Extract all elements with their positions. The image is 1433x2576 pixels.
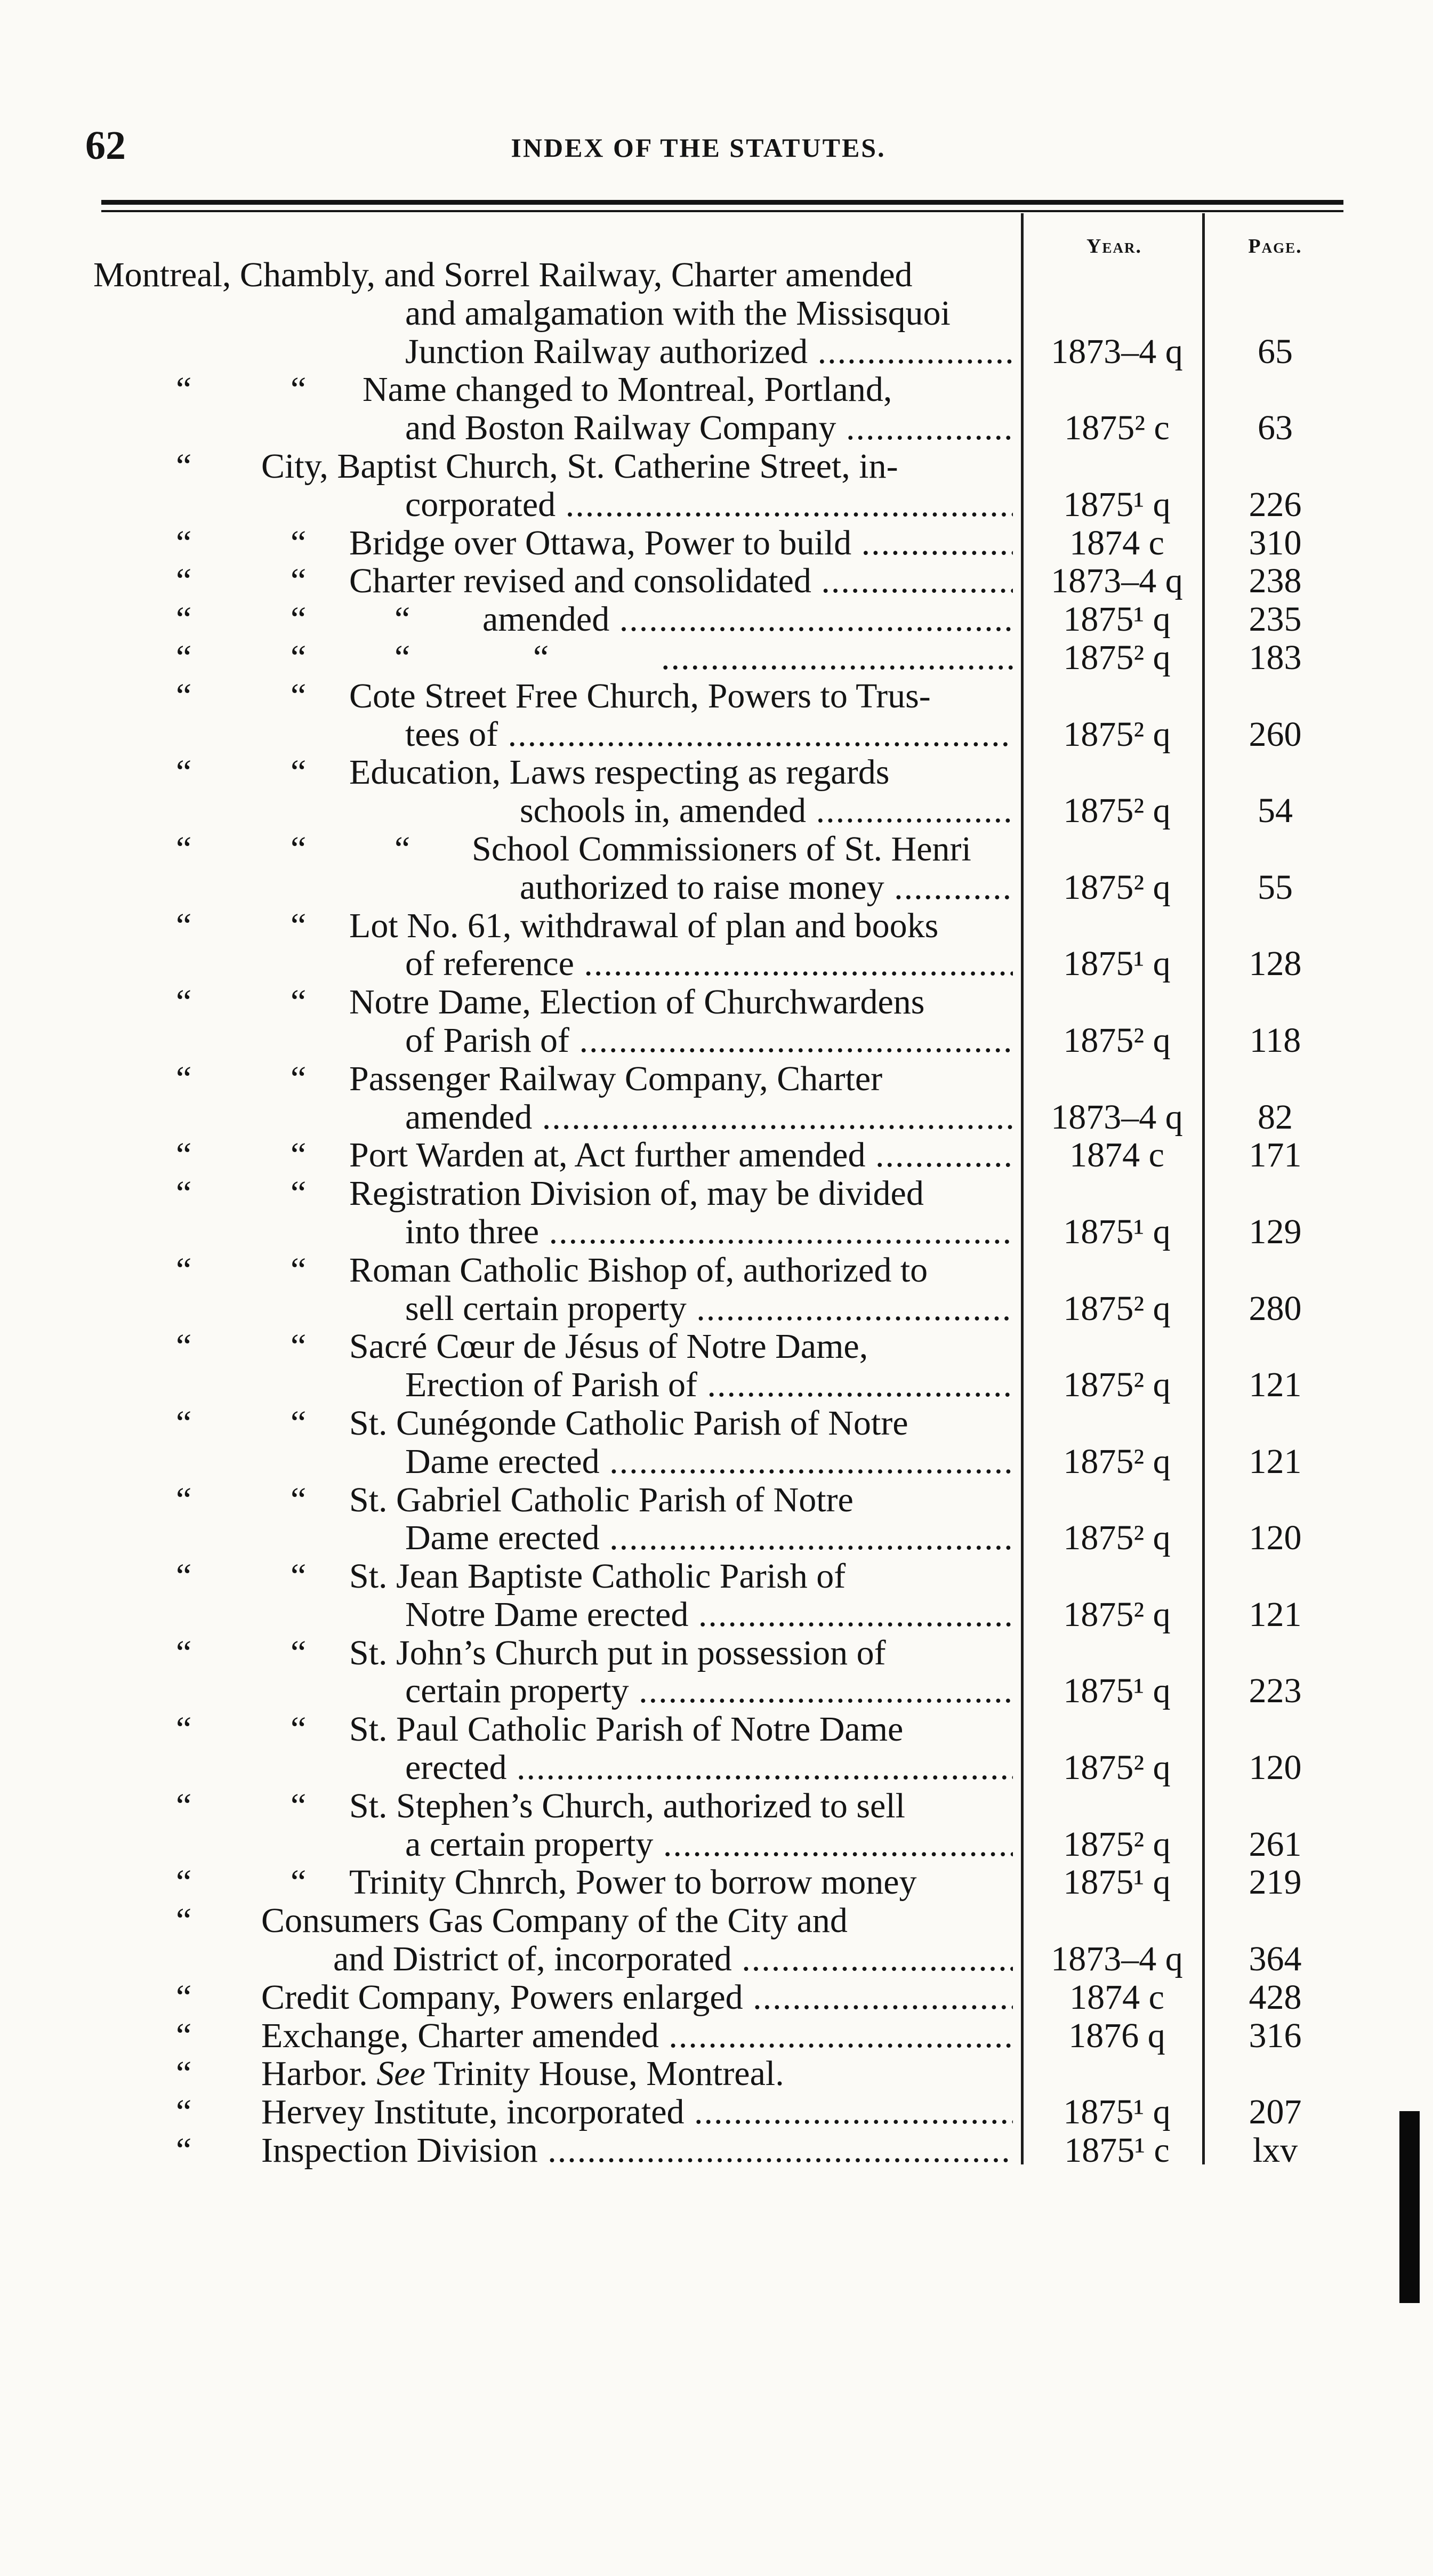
entry-text: Junction Railway authorized ..... (405, 333, 1013, 371)
index-row (0, 1863, 1433, 1902)
entry-year: 1875² q (1063, 1595, 1171, 1634)
ditto-mark: “ (291, 1136, 307, 1175)
entry-page: 63 (1258, 408, 1293, 448)
entry-page: 428 (1249, 1977, 1302, 2017)
entry-year: 1875¹ q (1063, 600, 1171, 639)
index-row (0, 1787, 1433, 1825)
entry-text: Credit Company, Powers enlarged ..... (261, 1978, 1013, 2017)
ditto-mark: “ (176, 1136, 192, 1175)
index-row (0, 1481, 1433, 1519)
entry-page: 121 (1249, 1442, 1302, 1481)
entry-year: 1875² q (1063, 791, 1171, 831)
entry-year: 1876 q (1068, 2016, 1165, 2055)
entry-text: Port Warden at, Act further amended ..... (349, 1136, 1013, 1174)
entry-text: tees of ..... (405, 715, 1013, 754)
entry-page: 121 (1249, 1595, 1302, 1634)
index-row (0, 1021, 1433, 1060)
ditto-mark: “ (291, 677, 307, 715)
entry-page: 82 (1258, 1097, 1293, 1137)
entry-text: School Commissioners of St. Henri (472, 830, 971, 868)
entry-page: 129 (1249, 1212, 1302, 1251)
entry-year: 1875¹ q (1063, 1212, 1171, 1251)
entry-text: sell certain property ..... (405, 1290, 1013, 1328)
ditto-mark: “ (176, 983, 192, 1021)
index-row (0, 715, 1433, 754)
entry-text: City, Baptist Church, St. Catherine Street, in- (261, 447, 898, 486)
entry-text: certain property ..... (405, 1672, 1013, 1710)
ditto-mark: “ (176, 1251, 192, 1290)
index-row (0, 1749, 1433, 1787)
index-row (0, 1404, 1433, 1443)
entry-page: 171 (1249, 1136, 1302, 1175)
entry-year: 1875² q (1063, 1289, 1171, 1328)
entry-text: and amalgamation with the Missisquoi (405, 294, 951, 333)
entry-year: 1875¹ c (1064, 2131, 1170, 2170)
index-row (0, 1098, 1433, 1137)
ditto-mark: “ (291, 1174, 307, 1213)
index-row (0, 868, 1433, 907)
ditto-mark: “ (291, 1633, 307, 1672)
ditto-mark: “ (291, 830, 307, 868)
index-row (0, 1519, 1433, 1557)
ditto-mark: “ (176, 830, 192, 868)
entry-text: Sacré Cœur de Jésus of Notre Dame, (349, 1327, 868, 1366)
entry-text: Notre Dame, Election of Churchwardens (349, 983, 925, 1021)
entry-year: 1875² q (1063, 1518, 1171, 1558)
entry-text: of Parish of ..... (405, 1021, 1013, 1060)
index-row (0, 1213, 1433, 1251)
index-row (0, 1672, 1433, 1710)
entry-page: 121 (1249, 1365, 1302, 1405)
entry-text: St. Gabriel Catholic Parish of Notre (349, 1480, 854, 1519)
ditto-mark: “ (291, 1251, 307, 1290)
entry-page: 65 (1258, 332, 1293, 371)
entry-page: 261 (1249, 1824, 1302, 1864)
entry-page: 223 (1249, 1671, 1302, 1711)
index-row (0, 792, 1433, 830)
index-row (0, 524, 1433, 562)
ditto-mark: “ (291, 1480, 307, 1519)
index-row (0, 1557, 1433, 1596)
header-rule-thick (101, 200, 1343, 205)
index-row (0, 2131, 1433, 2170)
entry-text: Erection of Parish of ..... (405, 1366, 1013, 1404)
ditto-mark: “ (291, 1710, 307, 1749)
entry-text: Dame erected ..... (405, 1443, 1013, 1481)
page-number: 62 (85, 123, 126, 168)
entry-text: Dame erected ..... (405, 1519, 1013, 1557)
index-row (0, 1366, 1433, 1404)
column-header-year: Year. (1086, 235, 1142, 257)
index-row (0, 1174, 1433, 1213)
entry-text: St. Jean Baptiste Catholic Parish of (349, 1557, 846, 1596)
entry-year: 1875² q (1063, 867, 1171, 907)
entry-page: lxv (1252, 2131, 1298, 2170)
entry-page: 120 (1249, 1518, 1302, 1558)
index-row (0, 983, 1433, 1021)
index-row (0, 1443, 1433, 1481)
index-row (0, 2017, 1433, 2055)
ditto-mark: “ (291, 562, 307, 601)
entry-year: 1875¹ q (1063, 2092, 1171, 2132)
thumb-index-tab (1399, 2111, 1420, 2303)
entry-text: a certain property ..... (405, 1825, 1013, 1864)
entry-text: amended ..... (405, 1098, 1013, 1137)
entry-page: 118 (1249, 1020, 1301, 1060)
ditto-mark: “ (176, 638, 192, 677)
entry-text: Lot No. 61, withdrawal of plan and books (349, 906, 939, 945)
entry-text: Cote Street Free Church, Powers to Trus- (349, 677, 931, 715)
ditto-mark: “ (176, 447, 192, 486)
entry-year: 1874 c (1069, 523, 1164, 562)
entry-page: 260 (1249, 714, 1302, 754)
ditto-mark: “ (176, 371, 192, 409)
entry-text: and District of, incorporated ..... (333, 1940, 1013, 1978)
entry-page: 207 (1249, 2092, 1302, 2132)
index-row (0, 1290, 1433, 1328)
entry-page: 55 (1258, 867, 1293, 907)
entry-text: Bridge over Ottawa, Power to build ..... (349, 524, 1013, 562)
page-header (80, 107, 1317, 168)
entry-text: Inspection Division ..... (261, 2131, 1013, 2170)
index-row (0, 1596, 1433, 1634)
ditto-mark: “ (176, 1863, 192, 1902)
ditto-mark: “ (176, 2016, 192, 2055)
entry-year: 1875² q (1063, 714, 1171, 754)
ditto-mark: “ (176, 1978, 192, 2017)
ditto-mark: “ (291, 524, 307, 562)
index-row (0, 1136, 1433, 1174)
entry-year: 1875² q (1063, 638, 1171, 677)
ditto-mark: “ (291, 983, 307, 1021)
entry-year: 1875² q (1063, 1824, 1171, 1864)
ditto-mark: “ (176, 2093, 192, 2132)
index-row (0, 486, 1433, 524)
ditto-mark: “ (176, 1902, 192, 1941)
ditto-mark: “ (176, 524, 192, 562)
ditto-mark: “ (291, 906, 307, 945)
index-row (0, 447, 1433, 486)
entry-text: Charter revised and consolidated ..... (349, 562, 1013, 600)
entry-text: schools in, amended ..... (520, 792, 1013, 830)
entry-page: 183 (1249, 638, 1302, 677)
ditto-mark: “ (176, 1633, 192, 1672)
entry-year: 1875¹ q (1063, 1863, 1171, 1902)
ditto-mark: “ (291, 1863, 307, 1902)
entry-text: Trinity Chnrch, Power to borrow money (349, 1863, 917, 1902)
ditto-mark: “ (176, 600, 192, 639)
index-row (0, 639, 1433, 677)
index-row (0, 677, 1433, 715)
ditto-mark: “ (176, 753, 192, 792)
index-row (0, 1940, 1433, 1978)
entry-year: 1875² c (1064, 408, 1170, 448)
entry-text: St. Stephen’s Church, authorized to sell (349, 1786, 906, 1825)
entry-text: Harbor. See Trinity House, Montreal. (261, 2055, 784, 2094)
entry-page: 128 (1249, 944, 1302, 984)
entry-year: 1873–4 q (1051, 332, 1183, 371)
entry-year: 1874 c (1069, 1977, 1164, 2017)
index-row (0, 409, 1433, 447)
entry-text: Education, Laws respecting as regards (349, 753, 890, 792)
entry-text (661, 639, 1013, 677)
ditto-mark: “ (176, 1174, 192, 1213)
ditto-mark: “ (395, 830, 410, 868)
index-row (0, 256, 1433, 294)
entry-page: 120 (1249, 1748, 1302, 1788)
entry-text: Passenger Railway Company, Charter (349, 1059, 883, 1098)
index-row (0, 1634, 1433, 1672)
entry-page: 219 (1249, 1863, 1302, 1902)
entry-year: 1875² q (1063, 1442, 1171, 1481)
index-row (0, 830, 1433, 868)
ditto-mark: “ (291, 371, 307, 409)
entry-year: 1875¹ q (1063, 944, 1171, 984)
entry-page: 226 (1249, 485, 1302, 524)
ditto-mark: “ (176, 1557, 192, 1596)
entry-text: St. Paul Catholic Parish of Notre Dame (349, 1710, 904, 1749)
index-row (0, 371, 1433, 409)
entry-text: St. Cunégonde Catholic Parish of Notre (349, 1404, 908, 1443)
entry-text: and Boston Railway Company ..... (405, 409, 1013, 447)
entry-text: erected ..... (405, 1749, 1013, 1787)
ditto-mark: “ (176, 1786, 192, 1825)
entry-text: of reference ..... (405, 945, 1013, 983)
column-header-page: Page. (1248, 235, 1302, 257)
index-row (0, 294, 1433, 333)
ditto-mark: “ (176, 677, 192, 715)
ditto-mark: “ (176, 1327, 192, 1366)
ditto-mark: “ (291, 1786, 307, 1825)
index-row (0, 1902, 1433, 1940)
ditto-mark: “ (176, 1710, 192, 1749)
entry-text: Notre Dame erected ..... (405, 1596, 1013, 1634)
index-row (0, 1978, 1433, 2017)
entry-year: 1873–4 q (1051, 1939, 1183, 1979)
index-row (0, 945, 1433, 983)
ditto-mark: “ (176, 562, 192, 601)
ditto-mark: “ (395, 638, 410, 677)
entry-text: Roman Catholic Bishop of, authorized to (349, 1251, 928, 1290)
entry-year: 1875¹ q (1063, 485, 1171, 524)
index-row (0, 333, 1433, 371)
entry-year: 1875² q (1063, 1365, 1171, 1405)
index-row (0, 1251, 1433, 1290)
entry-text: authorized to raise money ..... (520, 868, 1013, 907)
entry-year: 1874 c (1069, 1136, 1164, 1175)
entry-page: 235 (1249, 600, 1302, 639)
entry-text: amended ..... (482, 600, 1013, 639)
running-title: INDEX OF THE STATUTES. (511, 133, 886, 163)
index-row (0, 562, 1433, 600)
entry-year: 1873–4 q (1051, 561, 1183, 601)
header-rule-thin (101, 210, 1343, 212)
ditto-mark: “ (291, 638, 307, 677)
entry-year: 1875¹ q (1063, 1671, 1171, 1711)
entry-text: Montreal, Chambly, and Sorrel Railway, Charter amended (93, 256, 913, 294)
ditto-mark: “ (291, 1404, 307, 1443)
entry-year: 1873–4 q (1051, 1097, 1183, 1137)
ditto-mark: “ (176, 1480, 192, 1519)
entry-text: Name changed to Montreal, Portland, (363, 371, 892, 409)
entry-page: 54 (1258, 791, 1293, 831)
ditto-mark: “ (176, 2131, 192, 2170)
entry-text: Exchange, Charter amended ..... (261, 2017, 1013, 2055)
ditto-mark: “ (176, 1059, 192, 1098)
entry-year: 1875² q (1063, 1020, 1171, 1060)
index-entries (0, 256, 1433, 2170)
index-row (0, 2055, 1433, 2093)
ditto-mark: “ (291, 1557, 307, 1596)
entry-page: 364 (1249, 1939, 1302, 1979)
entry-page: 238 (1249, 561, 1302, 601)
index-row (0, 753, 1433, 792)
ditto-mark: “ (176, 2055, 192, 2094)
entry-page: 316 (1249, 2016, 1302, 2055)
ditto-mark: “ (291, 753, 307, 792)
entry-text: into three ..... (405, 1213, 1013, 1251)
index-row (0, 1327, 1433, 1366)
entry-text: Hervey Institute, incorporated ..... (261, 2093, 1013, 2131)
ditto-mark: “ (176, 1404, 192, 1443)
index-row (0, 600, 1433, 639)
entry-page: 280 (1249, 1289, 1302, 1328)
ditto-mark: “ (395, 600, 410, 639)
index-row (0, 1825, 1433, 1864)
ditto-mark: “ (176, 906, 192, 945)
entry-text: corporated ..... (405, 486, 1013, 524)
entry-text: Registration Division of, may be divided (349, 1174, 924, 1213)
entry-text: St. John’s Church put in possession of (349, 1633, 886, 1672)
ditto-mark: “ (291, 1059, 307, 1098)
index-row (0, 1710, 1433, 1749)
index-row (0, 2093, 1433, 2131)
entry-text: Consumers Gas Company of the City and (261, 1902, 848, 1941)
ditto-mark: “ (291, 1327, 307, 1366)
entry-year: 1875² q (1063, 1748, 1171, 1788)
index-row (0, 907, 1433, 945)
entry-page: 310 (1249, 523, 1302, 562)
index-row (0, 1060, 1433, 1098)
ditto-mark: “ (291, 600, 307, 639)
ditto-mark: “ (533, 638, 549, 677)
